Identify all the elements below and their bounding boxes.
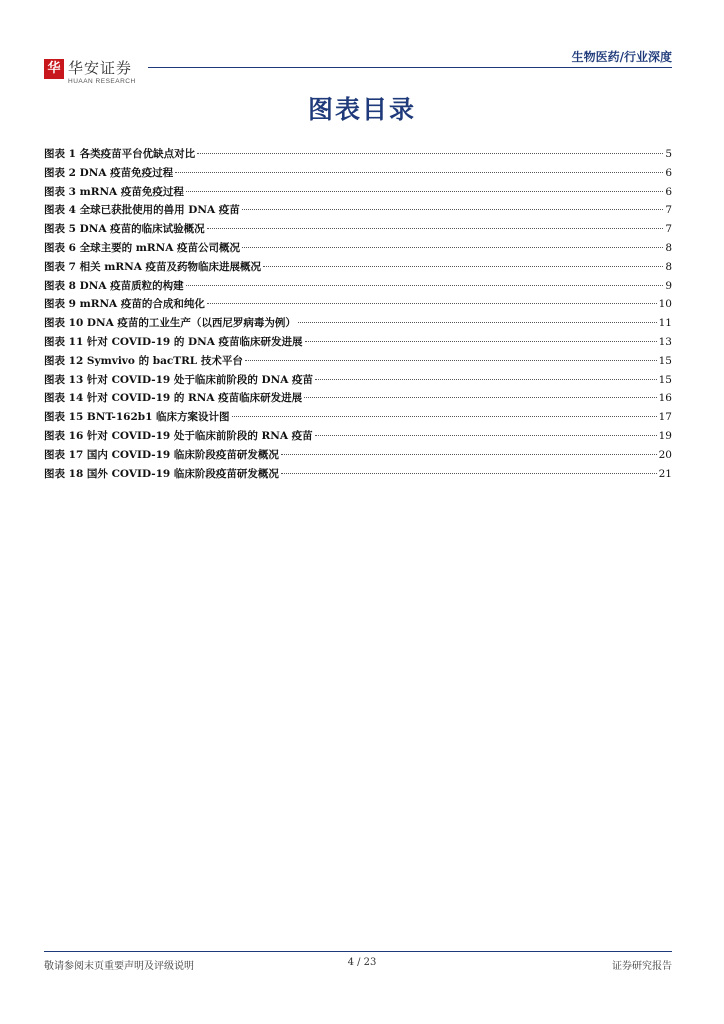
toc-entry-label[interactable]: 图表 8 DNA 疫苗质粒的构建 xyxy=(44,279,184,292)
toc-entry-page[interactable]: 7 xyxy=(665,204,672,217)
toc-entry[interactable] xyxy=(44,296,672,315)
toc-entry[interactable] xyxy=(44,353,672,372)
toc-entry-page[interactable]: 20 xyxy=(658,448,672,461)
toc-entry-page[interactable]: 6 xyxy=(665,166,672,179)
logo-mark-icon: 华 xyxy=(44,59,64,79)
toc-entry-page[interactable]: 15 xyxy=(658,373,672,386)
toc-entry-page[interactable]: 9 xyxy=(665,279,672,292)
toc-entry[interactable] xyxy=(44,221,672,240)
toc-entry[interactable] xyxy=(44,315,672,334)
toc-leader-dots xyxy=(298,322,657,323)
toc-entry-page[interactable]: 21 xyxy=(658,467,672,480)
toc-entry-label[interactable]: 图表 15 BNT-162b1 临床方案设计图 xyxy=(44,411,230,424)
report-category: 生物医药/行业深度 xyxy=(571,50,672,64)
toc-entry-label[interactable]: 图表 11 针对 COVID-19 的 DNA 疫苗临床研发进展 xyxy=(44,335,303,348)
toc-entry[interactable] xyxy=(44,428,672,447)
toc-leader-dots xyxy=(304,397,656,398)
toc-entry-page[interactable]: 7 xyxy=(665,223,672,236)
toc-entry[interactable] xyxy=(44,146,672,165)
toc-leader-dots xyxy=(175,172,663,173)
toc-entry[interactable] xyxy=(44,390,672,409)
toc-leader-dots xyxy=(315,435,657,436)
footer-page-number: 4 / 23 xyxy=(347,957,377,968)
toc-entry-label[interactable]: 图表 13 针对 COVID-19 处于临床前阶段的 DNA 疫苗 xyxy=(44,373,314,386)
toc-entry[interactable] xyxy=(44,372,672,391)
toc-entry-page[interactable]: 8 xyxy=(665,260,672,273)
toc-entry-page[interactable]: 6 xyxy=(665,185,672,198)
toc-entry[interactable] xyxy=(44,447,672,466)
footer-disclaimer: 敬请参阅末页重要声明及评级说明 xyxy=(44,961,194,972)
toc-entry-label[interactable]: 图表 6 全球主要的 mRNA 疫苗公司概况 xyxy=(44,241,241,254)
toc-entry[interactable] xyxy=(44,466,672,485)
logo-name: 华安证券 xyxy=(68,59,133,77)
toc-leader-dots xyxy=(245,360,657,361)
footer-divider xyxy=(44,951,672,952)
toc-leader-dots xyxy=(242,209,664,210)
toc-entry[interactable] xyxy=(44,240,672,259)
page-title: 图表目录 xyxy=(307,95,416,124)
toc-entry[interactable] xyxy=(44,278,672,297)
logo-subtitle: HUAAN RESEARCH xyxy=(68,78,136,85)
toc-leader-dots xyxy=(305,341,657,342)
toc-entry-label[interactable]: 图表 18 国外 COVID-19 临床阶段疫苗研发概况 xyxy=(44,467,279,480)
toc-leader-dots xyxy=(207,303,657,304)
toc-entry-label[interactable]: 图表 4 全球已获批使用的兽用 DNA 疫苗 xyxy=(44,204,240,217)
toc-entry-page[interactable]: 17 xyxy=(658,411,672,424)
toc-entry-page[interactable]: 5 xyxy=(665,148,672,160)
toc-leader-dots xyxy=(315,379,657,380)
toc-entry-page[interactable]: 10 xyxy=(658,298,672,311)
toc-entry[interactable] xyxy=(44,202,672,221)
footer-report-type: 证券研究报告 xyxy=(612,961,672,972)
toc-leader-dots xyxy=(186,285,664,286)
toc-entry-page[interactable]: 19 xyxy=(658,429,672,442)
toc-leader-dots xyxy=(281,454,657,455)
toc-entry-label[interactable]: 图表 10 DNA 疫苗的工业生产（以西尼罗病毒为例） xyxy=(44,317,296,330)
toc-entry[interactable] xyxy=(44,409,672,428)
toc-entry-label[interactable]: 图表 1 各类疫苗平台优缺点对比 xyxy=(44,148,196,160)
toc-entry-label[interactable]: 图表 5 DNA 疫苗的临床试验概况 xyxy=(44,223,205,236)
toc-leader-dots xyxy=(207,228,664,229)
toc-leader-dots xyxy=(232,416,657,417)
toc-entry-page[interactable]: 16 xyxy=(658,392,672,405)
toc-entry[interactable] xyxy=(44,184,672,203)
toc-entry-page[interactable]: 15 xyxy=(658,354,672,367)
toc-leader-dots xyxy=(263,266,663,267)
toc-entry-label[interactable]: 图表 17 国内 COVID-19 临床阶段疫苗研发概况 xyxy=(44,448,279,461)
toc-entry-label[interactable]: 图表 3 mRNA 疫苗免疫过程 xyxy=(44,185,184,198)
toc-leader-dots xyxy=(242,247,663,248)
toc-leader-dots xyxy=(186,191,663,192)
toc-entry[interactable] xyxy=(44,259,672,278)
toc-list xyxy=(44,146,672,484)
toc-leader-dots xyxy=(281,473,657,474)
toc-entry[interactable] xyxy=(44,165,672,184)
toc-entry-label[interactable]: 图表 9 mRNA 疫苗的合成和纯化 xyxy=(44,298,205,311)
company-logo xyxy=(44,57,144,89)
header-divider xyxy=(148,67,672,68)
toc-entry-label[interactable]: 图表 16 针对 COVID-19 处于临床前阶段的 RNA 疫苗 xyxy=(44,429,313,442)
toc-leader-dots xyxy=(197,153,663,154)
toc-entry-page[interactable]: 11 xyxy=(658,317,672,330)
toc-entry-label[interactable]: 图表 12 Symvivo 的 bacTRL 技术平台 xyxy=(44,354,243,367)
toc-entry-label[interactable]: 图表 7 相关 mRNA 疫苗及药物临床进展概况 xyxy=(44,260,262,273)
toc-entry-page[interactable]: 13 xyxy=(658,335,672,348)
toc-entry-label[interactable]: 图表 2 DNA 疫苗免疫过程 xyxy=(44,166,174,179)
toc-entry-label[interactable]: 图表 14 针对 COVID-19 的 RNA 疫苗临床研发进展 xyxy=(44,392,303,405)
toc-entry-page[interactable]: 8 xyxy=(665,241,672,254)
toc-entry[interactable] xyxy=(44,334,672,353)
